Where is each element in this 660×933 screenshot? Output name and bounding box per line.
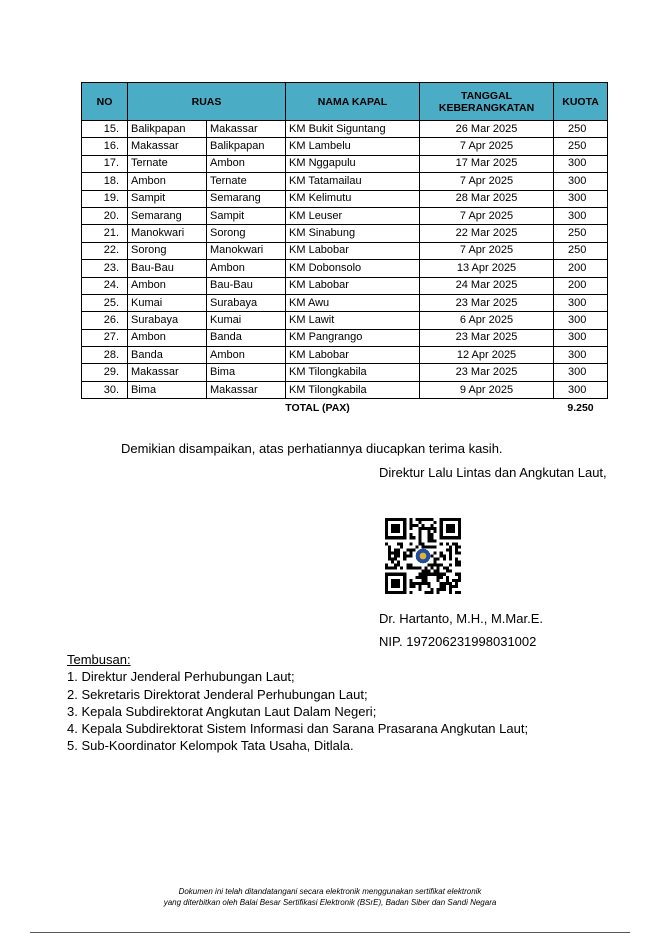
- footer-line-1: Dokumen ini telah ditandatangani secara elektronik menggunakan sertifikat elektronik: [178, 887, 482, 896]
- cell-no: 19.: [82, 190, 128, 207]
- cell-ship-name: KM Kelimutu: [286, 190, 420, 207]
- cell-departure-date: 23 Mar 2025: [420, 364, 554, 381]
- cell-ruas-to: Makassar: [207, 121, 286, 138]
- cell-ruas-to: Sorong: [207, 225, 286, 242]
- cell-ruas-to: Ambon: [207, 155, 286, 172]
- cell-no: 27.: [82, 329, 128, 346]
- cell-ship-name: KM Sinabung: [286, 225, 420, 242]
- cell-kuota: 200: [554, 277, 608, 294]
- cell-ruas-from: Sampit: [128, 190, 207, 207]
- cell-no: 25.: [82, 294, 128, 311]
- total-row: [82, 399, 608, 418]
- cell-ship-name: KM Awu: [286, 294, 420, 311]
- cell-ship-name: KM Bukit Siguntang: [286, 121, 420, 138]
- cell-ruas-to: Ambon: [207, 347, 286, 364]
- cell-ruas-from: Ternate: [128, 155, 207, 172]
- cell-kuota: 200: [554, 260, 608, 277]
- cell-kuota: 250: [554, 138, 608, 155]
- table-row: [82, 207, 608, 224]
- header-nama-kapal: NAMA KAPAL: [286, 83, 420, 121]
- cell-ship-name: KM Labobar: [286, 242, 420, 259]
- cell-ruas-to: Makassar: [207, 381, 286, 398]
- qr-code-signature-icon: [385, 518, 461, 594]
- table-row: [82, 381, 608, 398]
- cell-ship-name: KM Labobar: [286, 277, 420, 294]
- table-row: [82, 312, 608, 329]
- header-kuota: KUOTA: [554, 83, 608, 121]
- cell-kuota: 300: [554, 155, 608, 172]
- cell-departure-date: 26 Mar 2025: [420, 121, 554, 138]
- cell-kuota: 300: [554, 294, 608, 311]
- cell-ruas-to: Bau-Bau: [207, 277, 286, 294]
- cell-ruas-from: Semarang: [128, 207, 207, 224]
- cell-ruas-to: Bima: [207, 364, 286, 381]
- cell-ruas-from: Bima: [128, 381, 207, 398]
- table-row: [82, 121, 608, 138]
- cell-kuota: 300: [554, 207, 608, 224]
- signer-nip: NIP. 197206231998031002: [379, 634, 537, 649]
- cell-departure-date: 7 Apr 2025: [420, 207, 554, 224]
- table-row: [82, 260, 608, 277]
- cell-departure-date: 6 Apr 2025: [420, 312, 554, 329]
- cell-ruas-from: Ambon: [128, 329, 207, 346]
- cell-ship-name: KM Labobar: [286, 347, 420, 364]
- table-body: [82, 121, 608, 399]
- table-row: [82, 138, 608, 155]
- cell-departure-date: 23 Mar 2025: [420, 294, 554, 311]
- signer-title: Direktur Lalu Lintas dan Angkutan Laut,: [379, 465, 607, 480]
- ship-schedule-table: [81, 82, 608, 417]
- total-value: 9.250: [567, 402, 594, 415]
- cell-ruas-to: Ternate: [207, 173, 286, 190]
- tembusan-item: 3. Kepala Subdirektorat Angkutan Laut Dalam Negeri;: [67, 703, 377, 719]
- cell-no: 15.: [82, 121, 128, 138]
- cell-ship-name: KM Pangrango: [286, 329, 420, 346]
- cell-ruas-from: Kumai: [128, 294, 207, 311]
- cell-departure-date: 7 Apr 2025: [420, 173, 554, 190]
- cell-ruas-from: Balikpapan: [128, 121, 207, 138]
- cell-kuota: 300: [554, 329, 608, 346]
- cell-no: 21.: [82, 225, 128, 242]
- cell-kuota: 300: [554, 381, 608, 398]
- cell-ship-name: KM Tilongkabila: [286, 381, 420, 398]
- signer-name: Dr. Hartanto, M.H., M.Mar.E.: [379, 611, 543, 626]
- cell-ship-name: KM Tatamailau: [286, 173, 420, 190]
- cell-ruas-from: Ambon: [128, 173, 207, 190]
- cell-no: 18.: [82, 173, 128, 190]
- cell-departure-date: 7 Apr 2025: [420, 242, 554, 259]
- cell-ruas-to: Sampit: [207, 207, 286, 224]
- cell-no: 29.: [82, 364, 128, 381]
- closing-statement: Demikian disampaikan, atas perhatiannya diucapkan terima kasih.: [121, 441, 503, 456]
- cell-ruas-to: Kumai: [207, 312, 286, 329]
- cell-departure-date: 9 Apr 2025: [420, 381, 554, 398]
- cell-departure-date: 12 Apr 2025: [420, 347, 554, 364]
- cell-departure-date: 13 Apr 2025: [420, 260, 554, 277]
- cell-kuota: 300: [554, 312, 608, 329]
- cell-ruas-from: Makassar: [128, 364, 207, 381]
- cell-kuota: 250: [554, 225, 608, 242]
- cell-ship-name: KM Dobonsolo: [286, 260, 420, 277]
- tembusan-item: 2. Sekretaris Direktorat Jenderal Perhubungan Laut;: [67, 686, 368, 702]
- cell-no: 17.: [82, 155, 128, 172]
- cell-no: 23.: [82, 260, 128, 277]
- cell-no: 28.: [82, 347, 128, 364]
- cell-departure-date: 28 Mar 2025: [420, 190, 554, 207]
- table-row: [82, 225, 608, 242]
- header-tanggal-line1: TANGGAL: [460, 89, 513, 102]
- footer-line-2: yang diterbitkan oleh Balai Besar Sertifikasi Elektronik (BSrE), Badan Siber dan Sandi Negara: [163, 898, 497, 907]
- cell-ruas-from: Ambon: [128, 277, 207, 294]
- cell-departure-date: 22 Mar 2025: [420, 225, 554, 242]
- cell-ruas-to: Semarang: [207, 190, 286, 207]
- table-row: [82, 155, 608, 172]
- cell-ship-name: KM Leuser: [286, 207, 420, 224]
- e-signature-footer: [0, 886, 660, 908]
- table-header-row: [82, 83, 608, 121]
- cell-ruas-to: Ambon: [207, 260, 286, 277]
- table-row: [82, 294, 608, 311]
- cell-kuota: 300: [554, 347, 608, 364]
- cell-ship-name: KM Nggapulu: [286, 155, 420, 172]
- cell-no: 30.: [82, 381, 128, 398]
- cell-ruas-from: Manokwari: [128, 225, 207, 242]
- tembusan-title: Tembusan:: [67, 652, 131, 667]
- cell-no: 16.: [82, 138, 128, 155]
- header-ruas: RUAS: [128, 83, 286, 121]
- cell-departure-date: 7 Apr 2025: [420, 138, 554, 155]
- table-row: [82, 329, 608, 346]
- cell-ship-name: KM Lambelu: [286, 138, 420, 155]
- header-tanggal: [420, 83, 554, 121]
- total-label: TOTAL (PAX): [285, 402, 350, 415]
- cell-departure-date: 23 Mar 2025: [420, 329, 554, 346]
- table-row: [82, 364, 608, 381]
- cell-kuota: 300: [554, 190, 608, 207]
- table-row: [82, 242, 608, 259]
- table-row: [82, 190, 608, 207]
- cell-ruas-to: Manokwari: [207, 242, 286, 259]
- cell-kuota: 300: [554, 173, 608, 190]
- cell-no: 24.: [82, 277, 128, 294]
- tembusan-section: [67, 651, 528, 755]
- header-tanggal-line2: KEBERANGKATAN: [438, 101, 535, 114]
- cell-ruas-from: Surabaya: [128, 312, 207, 329]
- cell-kuota: 250: [554, 242, 608, 259]
- cell-no: 26.: [82, 312, 128, 329]
- table-row: [82, 277, 608, 294]
- cell-ruas-to: Balikpapan: [207, 138, 286, 155]
- tembusan-item: 4. Kepala Subdirektorat Sistem Informasi dan Sarana Prasarana Angkutan Laut;: [67, 721, 529, 737]
- cell-ruas-from: Sorong: [128, 242, 207, 259]
- cell-ruas-from: Banda: [128, 347, 207, 364]
- cell-no: 22.: [82, 242, 128, 259]
- cell-ruas-to: Surabaya: [207, 294, 286, 311]
- cell-departure-date: 17 Mar 2025: [420, 155, 554, 172]
- cell-kuota: 250: [554, 121, 608, 138]
- table-row: [82, 347, 608, 364]
- cell-departure-date: 24 Mar 2025: [420, 277, 554, 294]
- cell-ruas-from: Bau-Bau: [128, 260, 207, 277]
- header-no: NO: [82, 83, 128, 121]
- cell-kuota: 300: [554, 364, 608, 381]
- tembusan-list: [67, 668, 528, 754]
- cell-ship-name: KM Lawit: [286, 312, 420, 329]
- cell-ruas-to: Banda: [207, 329, 286, 346]
- tembusan-item: 5. Sub-Koordinator Kelompok Tata Usaha, Ditlala.: [67, 738, 354, 754]
- tembusan-item: 1. Direktur Jenderal Perhubungan Laut;: [67, 669, 295, 685]
- table-row: [82, 173, 608, 190]
- cell-ship-name: KM Tilongkabila: [286, 364, 420, 381]
- cell-ruas-from: Makassar: [128, 138, 207, 155]
- cell-no: 20.: [82, 207, 128, 224]
